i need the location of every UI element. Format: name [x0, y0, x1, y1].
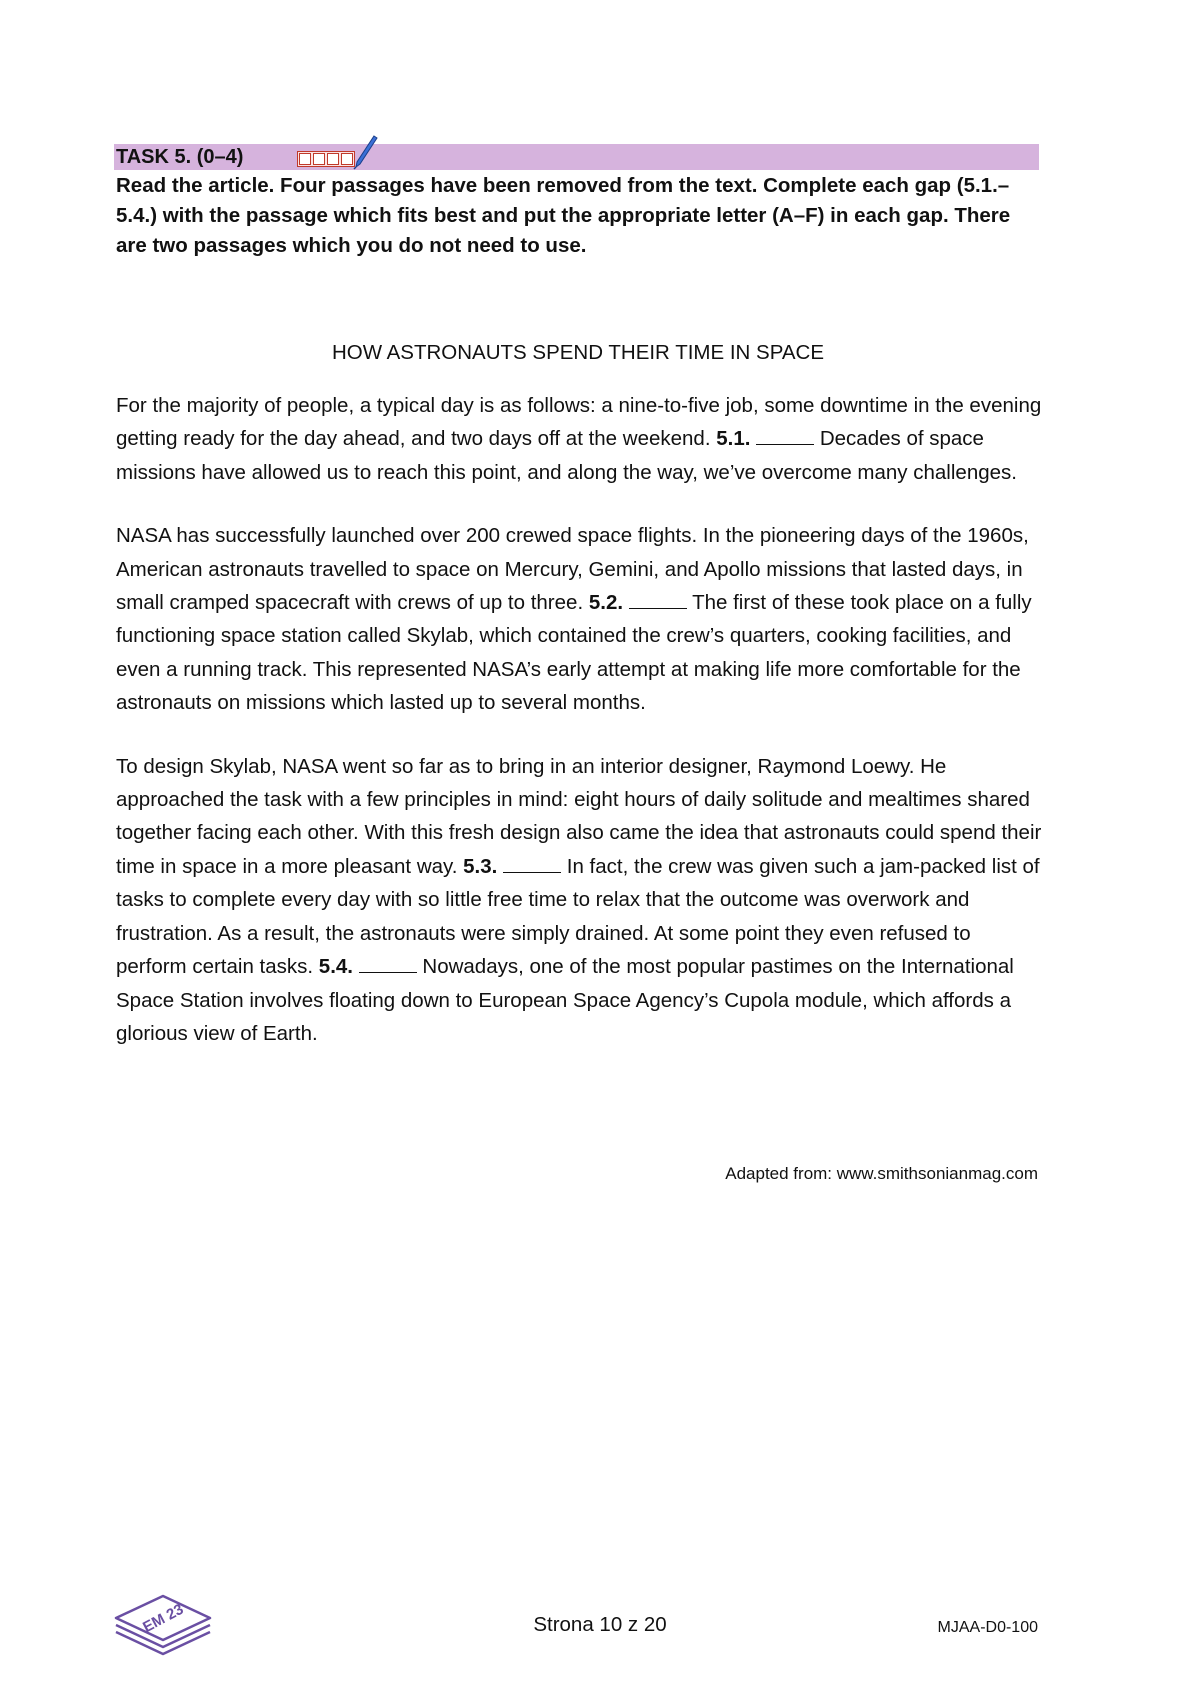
article-title: HOW ASTRONAUTS SPEND THEIR TIME IN SPACE: [331, 341, 825, 364]
text-run: NASA has successfully launched over 200 crewed space flights. In the pioneering days of the 1960s, American astronauts travelled to space on Mercury, Gemini, and Apollo missions that lasted days, in small cramped spacecraft with crews of up to three.: [116, 524, 1029, 615]
article-body: [116, 389, 1046, 1080]
text-run: The first of these took place on a fully functioning space station called Skylab, which contained the crew’s quarters, cooking facilities, and even a running track. This represented NASA’s early attempt at making life more comfortable for the astronauts on missions which lasted up to several months.: [116, 591, 1032, 715]
text-run: Nowadays, one of the most popular pastimes on the International Space Station involves floating down to European Space Agency’s Cupola module, which affords a glorious view of Earth.: [116, 955, 1014, 1045]
task-instructions: Read the article. Four passages have been removed from the text. Complete each gap (5.1.–5.4.) with the passage which fits best and put the appropriate letter (A–F) in each gap. There are two passages which you do not need to use.: [116, 174, 1011, 257]
paragraph-3: [116, 750, 1046, 1051]
paragraph-1: [116, 389, 1046, 489]
document-code: MJAA-D0-100: [937, 1619, 1038, 1636]
gap-5-4-label: 5.4.: [318, 955, 353, 979]
gap-5-1-label: 5.1.: [716, 427, 751, 451]
gap-5-2-label: 5.2.: [588, 591, 624, 615]
svg-text:EM 23: EM 23: [140, 1600, 187, 1637]
score-box: [327, 153, 339, 165]
score-box: [313, 153, 325, 165]
score-box: [299, 153, 311, 165]
task-title: TASK 5. (0–4): [116, 146, 244, 168]
gap-5-3-label: 5.3.: [463, 854, 498, 878]
page-number: Strona 10 z 20: [533, 1613, 667, 1636]
text-run: Decades of space missions have allowed us to reach this point, and along the way, we’ve overcome many challenges.: [116, 427, 1017, 484]
gap-5-4-blank[interactable]: [359, 954, 417, 973]
task-header-bar: [114, 144, 1039, 170]
gap-5-1-blank[interactable]: [756, 426, 814, 445]
text-run: In fact, the crew was given such a jam-packed list of tasks to complete every day with so little free time to relax that the outcome was overwork and frustration. As a result, the astronauts were simply drained. At some point they even refused to perform certain tasks.: [116, 854, 1040, 979]
score-boxes-icon: [297, 151, 355, 167]
text-run: To design Skylab, NASA went so far as to bring in an interior designer, Raymond Loewy. He approached the task with a few principles in mind: eight hours of daily solitude and mealtimes shared together facing each other. With this fresh design also came the idea that astronauts could spend their time in space in a more pleasant way.: [116, 754, 1042, 878]
text-run: For the majority of people, a typical day is as follows: a nine-to-five job, some downtime in the evening getting ready for the day ahead, and two days off at the weekend.: [116, 394, 1042, 451]
gap-5-3-blank[interactable]: [503, 854, 561, 873]
source-attribution: Adapted from: www.smithsonianmag.com: [725, 1164, 1038, 1183]
gap-5-2-blank[interactable]: [629, 590, 687, 609]
paragraph-2: [116, 519, 1046, 719]
pen-icon: [352, 134, 378, 170]
